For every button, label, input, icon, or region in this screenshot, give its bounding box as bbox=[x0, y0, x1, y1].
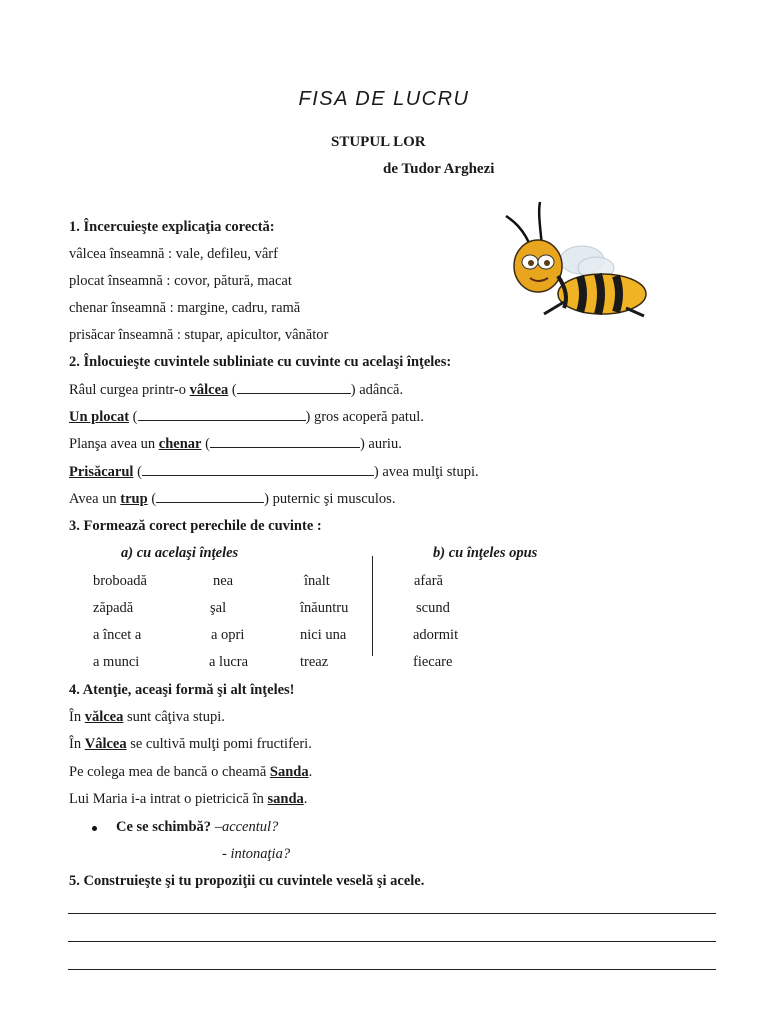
word-cell: a încet a bbox=[93, 627, 142, 643]
word-cell: înăuntru bbox=[300, 600, 349, 616]
word-cell: treaz bbox=[300, 654, 329, 670]
exercise-2-sentence: Un plocat ( ) gros acoperă patul. bbox=[69, 406, 424, 427]
exercise-2-heading: 2. Înlocuieşte cuvintele subliniate cu cuvinte cu acelaşi înţeles: bbox=[69, 354, 452, 370]
story-author: de Tudor Arghezi bbox=[383, 161, 495, 177]
exercise-4-sentence: În Vâlcea se cultivă mulţi pomi fructiferi. bbox=[69, 736, 312, 752]
word-cell: a lucra bbox=[209, 654, 249, 670]
word-cell: a munci bbox=[93, 654, 140, 670]
exercise-2-sentence: Prisăcarul ( ) avea mulţi stupi. bbox=[69, 461, 479, 482]
word-cell: adormit bbox=[413, 627, 459, 643]
word-cell: fiecare bbox=[413, 654, 453, 670]
exercise-3-heading: 3. Formează corect perechile de cuvinte : bbox=[69, 518, 322, 534]
answer-blank[interactable] bbox=[210, 433, 360, 448]
exercise-1-line: vâlcea înseamnă : vale, defileu, vârf bbox=[69, 246, 278, 262]
exercise-2-sentence: Râul curgea printr-o vâlcea ( ) adâncă. bbox=[69, 379, 403, 400]
answer-blank[interactable] bbox=[237, 379, 351, 394]
exercise-4-heading: 4. Atenţie, aceaşi formă şi alt înţeles! bbox=[69, 682, 295, 698]
writing-line[interactable] bbox=[68, 913, 716, 914]
story-title: STUPUL LOR bbox=[331, 134, 426, 150]
word-cell: nici una bbox=[300, 627, 347, 643]
intonation-option: - intonaţia? bbox=[222, 846, 291, 862]
cartoon-bee-icon bbox=[494, 198, 654, 328]
answer-blank[interactable] bbox=[138, 406, 306, 421]
bullet-icon bbox=[92, 826, 97, 831]
word-cell: afară bbox=[414, 573, 443, 589]
exercise-1-line: prisăcar înseamnă : stupar, apicultor, vânător bbox=[69, 327, 329, 343]
word-cell: zăpadă bbox=[93, 600, 134, 616]
exercise-1-heading: 1. Încercuieşte explicaţia corectă: bbox=[69, 219, 275, 235]
exercise-1-line: chenar înseamnă : margine, cadru, ramă bbox=[69, 300, 301, 316]
word-cell: şal bbox=[210, 600, 227, 616]
word-cell: a opri bbox=[211, 627, 245, 643]
word-cell: broboadă bbox=[93, 573, 147, 589]
column-b-heading: b) cu înţeles opus bbox=[433, 545, 538, 561]
exercise-4-sentence: Lui Maria i-a intrat o pietricică în sanda. bbox=[69, 791, 308, 807]
writing-line[interactable] bbox=[68, 969, 716, 970]
exercise-1-line: plocat înseamnă : covor, pătură, macat bbox=[69, 273, 292, 289]
word-cell: scund bbox=[416, 600, 450, 616]
column-divider bbox=[372, 556, 373, 656]
word-cell: nea bbox=[213, 573, 234, 589]
worksheet-title: FISA DE LUCRU bbox=[298, 88, 470, 110]
exercise-2-sentence: Planşa avea un chenar ( ) auriu. bbox=[69, 433, 402, 454]
word-cell: înalt bbox=[304, 573, 330, 589]
column-a-heading: a) cu acelaşi înţeles bbox=[121, 545, 239, 561]
exercise-4-sentence: În vălcea sunt câţiva stupi. bbox=[69, 709, 225, 725]
exercise-5-heading: 5. Construieşte şi tu propoziţii cu cuvintele veselă şi acele. bbox=[69, 873, 425, 889]
accent-question: Ce se schimbă? –accentul? bbox=[116, 819, 279, 835]
answer-blank[interactable] bbox=[156, 488, 264, 503]
exercise-2-sentence: Avea un trup ( ) puternic şi musculos. bbox=[69, 488, 395, 509]
answer-blank[interactable] bbox=[142, 461, 374, 476]
exercise-4-sentence: Pe colega mea de bancă o cheamă Sanda. bbox=[69, 764, 313, 780]
writing-line[interactable] bbox=[68, 941, 716, 942]
